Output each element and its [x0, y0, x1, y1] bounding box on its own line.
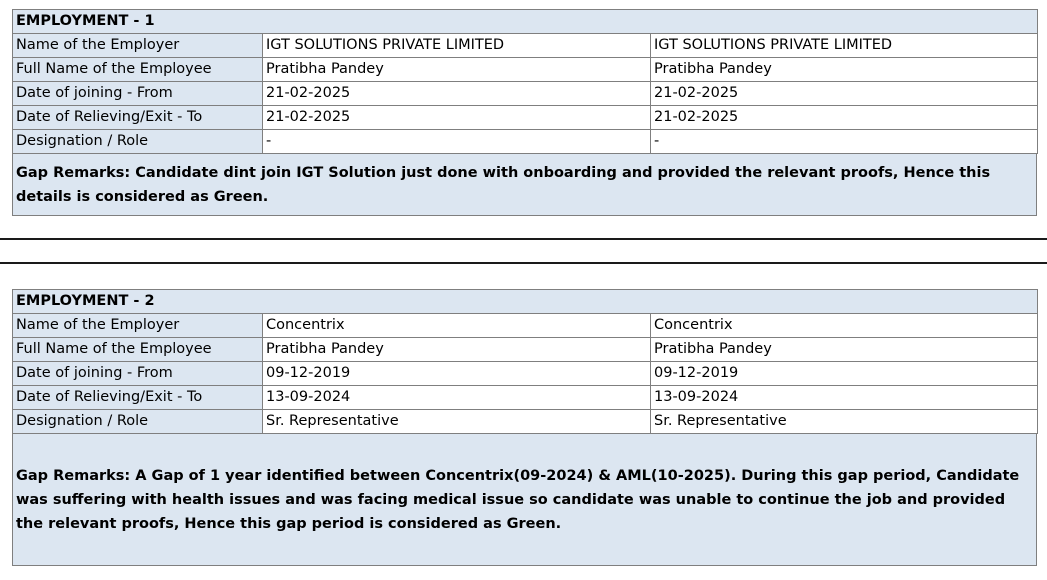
field-value-2: Sr. Representative [651, 410, 1038, 434]
table-row [13, 82, 1038, 106]
field-label: Date of Relieving/Exit - To [13, 386, 263, 410]
employment-2-title: EMPLOYMENT - 2 [13, 290, 1038, 314]
table-row [13, 410, 1038, 434]
field-value-2: Concentrix [651, 314, 1038, 338]
employment-2-section [12, 289, 1037, 566]
divider [0, 262, 1047, 264]
employment-1-header-row [13, 10, 1038, 34]
field-value-2: Pratibha Pandey [651, 338, 1038, 362]
field-label: Date of joining - From [13, 82, 263, 106]
field-label: Date of Relieving/Exit - To [13, 106, 263, 130]
field-label: Full Name of the Employee [13, 58, 263, 82]
employment-2-header-row [13, 290, 1038, 314]
field-label: Full Name of the Employee [13, 338, 263, 362]
field-value-2: Pratibha Pandey [651, 58, 1038, 82]
employment-1-section [12, 9, 1037, 216]
field-value-1: IGT SOLUTIONS PRIVATE LIMITED [263, 34, 651, 58]
employment-1-table [12, 9, 1038, 154]
field-label: Name of the Employer [13, 314, 263, 338]
field-value-2: 13-09-2024 [651, 386, 1038, 410]
field-value-1: 21-02-2025 [263, 82, 651, 106]
table-row [13, 362, 1038, 386]
divider [0, 238, 1047, 240]
field-label: Designation / Role [13, 130, 263, 154]
gap-remarks [12, 154, 1037, 216]
field-value-1: Pratibha Pandey [263, 58, 651, 82]
field-label: Date of joining - From [13, 362, 263, 386]
gap-remarks-text: Gap Remarks: Candidate dint join IGT Solution just done with onboarding and provided the relevant proofs, Hence this details is considered as Green. [16, 165, 991, 205]
field-value-1: - [263, 130, 651, 154]
table-row [13, 106, 1038, 130]
table-row [13, 386, 1038, 410]
table-row [13, 130, 1038, 154]
field-value-1: 21-02-2025 [263, 106, 651, 130]
field-value-2: 21-02-2025 [651, 82, 1038, 106]
field-value-1: Pratibha Pandey [263, 338, 651, 362]
table-row [13, 338, 1038, 362]
employment-2-table [12, 289, 1038, 434]
field-value-1: Concentrix [263, 314, 651, 338]
employment-1-title: EMPLOYMENT - 1 [13, 10, 1038, 34]
table-row [13, 314, 1038, 338]
gap-remarks-text: Gap Remarks: A Gap of 1 year identified between Concentrix(09-2024) & AML(10-2025). During this gap period, Candidate was suffering with health issues and was facing medical issue so candidate was unable to continue the job and provided the relevant proofs, Hence this gap period is considered as Green. [16, 468, 1020, 532]
field-value-1: 13-09-2024 [263, 386, 651, 410]
field-value-2: 21-02-2025 [651, 106, 1038, 130]
table-row [13, 34, 1038, 58]
table-row [13, 58, 1038, 82]
field-value-2: 09-12-2019 [651, 362, 1038, 386]
field-value-2: IGT SOLUTIONS PRIVATE LIMITED [651, 34, 1038, 58]
field-label: Name of the Employer [13, 34, 263, 58]
field-value-1: 09-12-2019 [263, 362, 651, 386]
gap-remarks [12, 434, 1037, 566]
field-value-2: - [651, 130, 1038, 154]
field-label: Designation / Role [13, 410, 263, 434]
field-value-1: Sr. Representative [263, 410, 651, 434]
